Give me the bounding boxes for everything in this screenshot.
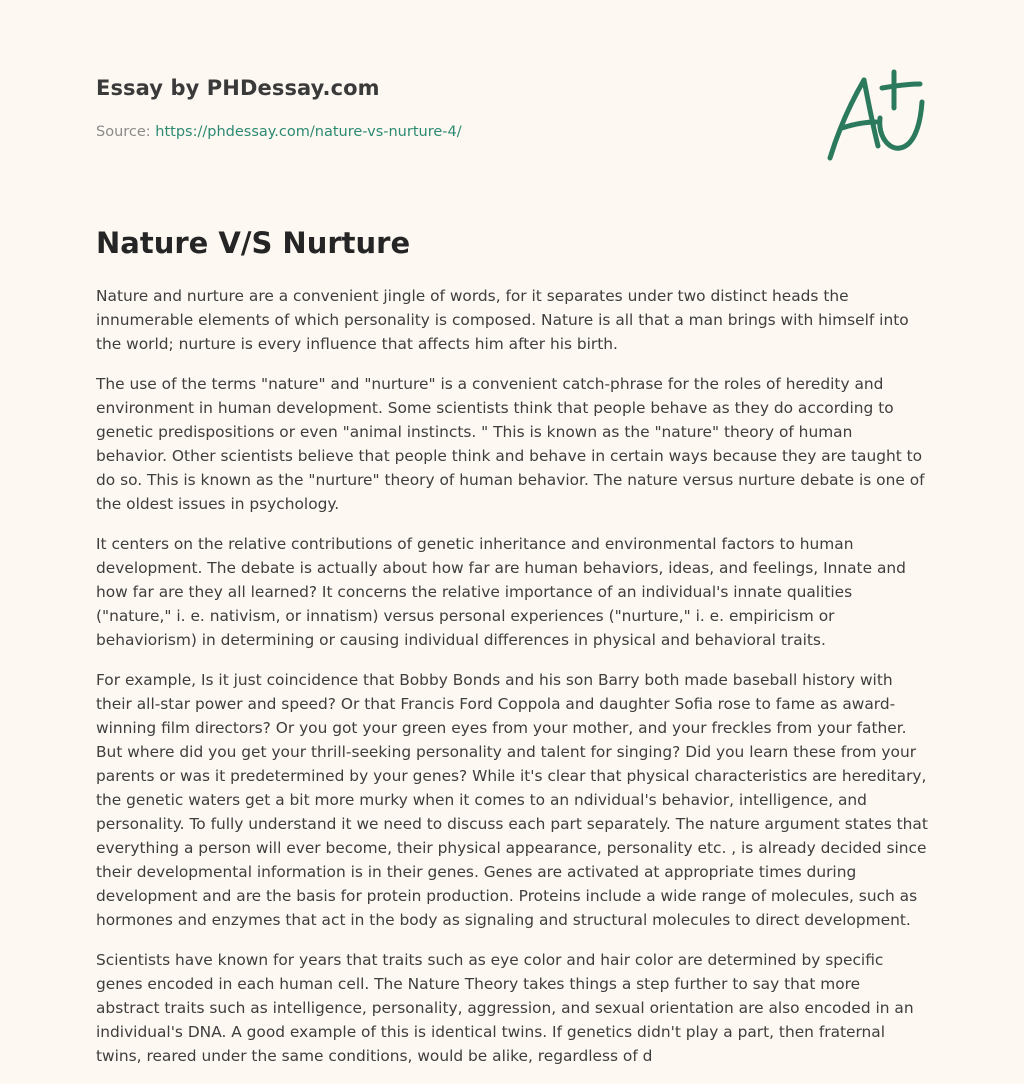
brand-title: Essay by PHDessay.com [96,76,380,100]
paragraph: For example, Is it just coincidence that Bobby Bonds and his son Barry both made baseball history with their all-star power and speed? Or that Francis Ford Coppola and daughter Sofia rose to fame as award-winning film directors? Or you got your green eyes from your mother, and your freckles from your father. But where did you get your thrill-seeking personality and talent for singing? Did you learn these from your parents or was it predetermined by your genes? While it's clear that physical characteristics are hereditary, the genetic waters get a bit more murky when it comes to an ndividual's behavior, intelligence, and personality. To fully understand it we need to discuss each part separately. The nature argument states that everything a person will ever become, their physical appearance, personality etc. , is already decided since their developmental information is in their genes. Genes are activated at appropriate times during development and are the basis for protein production. Proteins include a wide range of molecules, such as hormones and enzymes that act in the body as signaling and structural molecules to direct development. [96,671,928,929]
paragraph: The use of the terms "nature" and "nurture" is a convenient catch-phrase for the roles of heredity and environment in human development. Some scientists think that people behave as they do according to genetic predispositions or even "animal instincts. " This is known as the "nature" theory of human behavior. Other scientists believe that people think and behave in certain ways because they are taught to do so. This is known as the "nurture" theory of human behavior. The nature versus nurture debate is one of the oldest issues in psychology. [96,375,925,513]
paragraph: Scientists have known for years that traits such as eye color and hair color are determined by specific genes encoded in each human cell. The Nature Theory takes things a step further to say that more abstract traits such as intelligence, personality, aggression, and sexual orientation are also encoded in an individual's DNA. A good example of this is identical twins. If genetics didn't play a part, then fraternal twins, reared under the same conditions, would be alike, regardless of d [96,951,914,1065]
source-line [96,124,462,140]
a-plus-logo-icon [820,66,930,166]
article-title: Nature V/S Nurture [96,226,411,260]
source-link[interactable]: https://phdessay.com/nature-vs-nurture-4/ [155,124,462,140]
paragraph: Nature and nurture are a convenient jingle of words, for it separates under two distinct heads the innumerable elements of which personality is composed. Nature is all that a man brings with himself into the world; nurture is every influence that affects him after his birth. [96,287,909,353]
article-body [96,284,928,1084]
paragraph: It centers on the relative contributions of genetic inheritance and environmental factors to human development. The debate is actually about how far are human behaviors, ideas, and feelings, Innate and how far are they all learned? It concerns the relative importance of an individual's innate qualities ("nature," i. e. nativism, or innatism) versus personal experiences ("nurture," i. e. empiricism or behaviorism) in determining or causing individual differences in physical and behavioral traits. [96,535,906,649]
source-label: Source: [96,124,156,140]
